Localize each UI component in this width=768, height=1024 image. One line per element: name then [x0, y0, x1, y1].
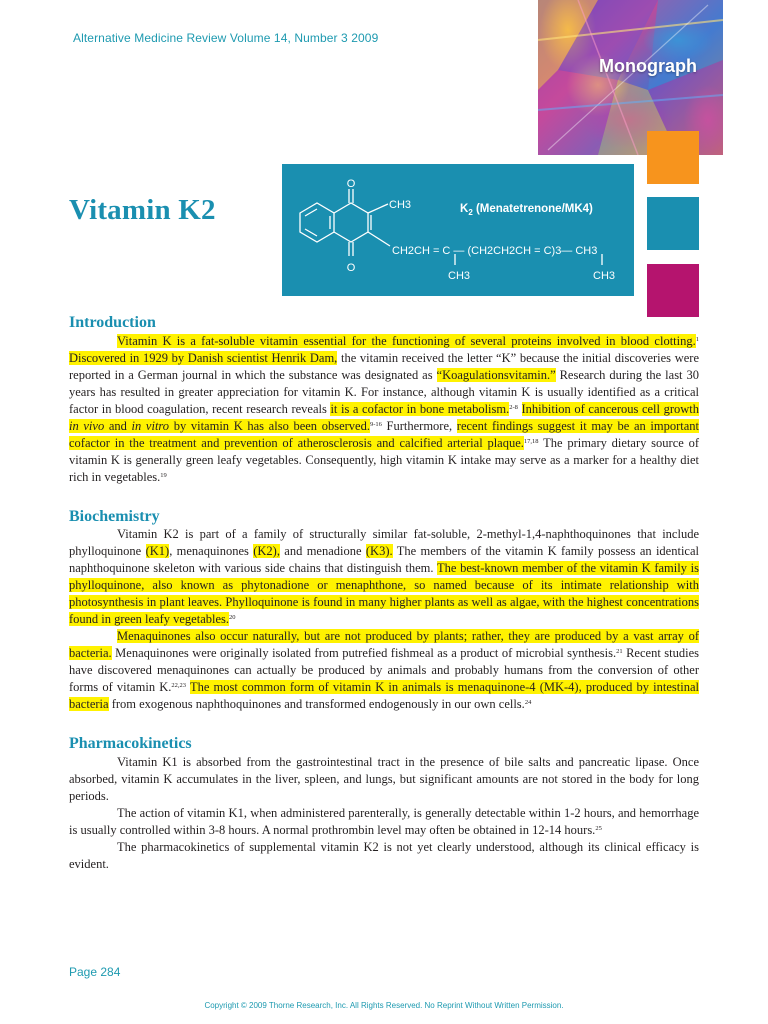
- citation-reference: 20: [229, 614, 236, 621]
- citation-reference: 21: [616, 648, 623, 655]
- methyl-left-label: CH3: [448, 270, 471, 282]
- methyl-group-label: CH3: [389, 199, 412, 211]
- citation-reference: 25: [595, 825, 602, 832]
- oxygen-bottom-label: O: [346, 262, 356, 274]
- pharmacokinetics-body: [69, 754, 699, 873]
- highlighted-text: recent findings suggest it may be an important cofactor in the treatment and prevention of atherosclerosis and calcified arterial plaque.: [69, 419, 699, 450]
- citation-reference: 2-8: [509, 404, 518, 411]
- copyright-notice: Copyright © 2009 Thorne Research, Inc. All Rights Reserved. No Reprint Without Written Permission.: [204, 1001, 564, 1010]
- text-run: The members of the vitamin K family possess an identical naphthoquinone skeleton with various side chains that distinguish them.: [69, 544, 699, 575]
- text-run: Menaquinones were originally isolated from putrefied fishmeal as a product of microbial synthesis.: [111, 646, 617, 660]
- introduction-body: [69, 333, 699, 486]
- highlighted-text: Vitamin K is a fat-soluble vitamin essential for the functioning of several proteins involved in blood clotting.: [117, 334, 696, 348]
- pharmacokinetics-heading: Pharmacokinetics: [69, 735, 192, 752]
- methyl-right-label: CH3: [593, 270, 616, 282]
- highlighted-text: The most common form of vitamin K in animals is menaquinone-4 (MK-4), produced by intestinal bacteria: [69, 680, 699, 711]
- highlighted-text: Discovered in 1929 by Danish scientist Henrik Dam,: [69, 351, 338, 365]
- biochemistry-body: [69, 526, 699, 713]
- chemical-structure-figure: [282, 164, 634, 296]
- highlighted-text: (K1): [145, 544, 170, 558]
- section-label: Monograph: [599, 56, 697, 76]
- text-run: from exogenous naphthoquinones and transformed endogenously in our own cells.: [108, 697, 525, 711]
- text-run: The action of vitamin K1, when administered parenterally, is generally detectable within 1-2 hours, and hemorrhage is usually controlled within 3-8 hours. A normal prothrombin level may often be obtained in 12-14 hours.: [69, 806, 699, 837]
- text-run: Recent studies have discovered menaquinones can actually be produced by animals and probably humans from the conversion of other forms of vitamin K.: [69, 646, 699, 694]
- text-run: , menaquinones: [169, 544, 254, 558]
- citation-reference: 17,18: [523, 438, 539, 445]
- text-run: and menadione: [279, 544, 366, 558]
- side-chain-label: CH2CH = C — (CH2CH2CH = C)3— CH3: [392, 245, 598, 257]
- highlighted-text: by vitamin K has also been observed.: [169, 419, 370, 433]
- citation-reference: 19: [160, 472, 167, 479]
- pharmacokinetics-paragraph-1: [69, 754, 699, 805]
- citation-reference: 1: [695, 336, 699, 343]
- highlighted-text: Menaquinones also occur naturally, but are not produced by plants; rather, they are produced by a vast array of bacteria.: [69, 629, 699, 660]
- text-run: Furthermore,: [381, 419, 457, 433]
- highlighted-text: and: [104, 419, 132, 433]
- text-run: The pharmacokinetics of supplemental vitamin K2 is not yet clearly understood, although its clinical efficacy is evident.: [69, 840, 699, 871]
- color-swatch-magenta: [647, 264, 699, 317]
- highlighted-text: “Koagulationsvitamin.”: [436, 368, 556, 382]
- text-run: the vitamin received the letter “K” because the initial discoveries were reported in a German journal in which the substance was designated as: [69, 351, 699, 382]
- pharmacokinetics-paragraph-2: [69, 805, 699, 839]
- journal-header: Alternative Medicine Review Volume 14, Number 3 2009: [73, 31, 379, 45]
- structure-caption: $K_2$ (Menatetrenone/MK4): [460, 203, 593, 217]
- text-run: Research during the last 30 years has resulted in greater appreciation for vitamin K. For instance, although vitamin K is usually identified as a critical factor in blood coagulation, recent research reveals: [69, 368, 699, 416]
- color-swatch-teal: [647, 197, 699, 250]
- text-run: The primary dietary source of vitamin K is generally green leafy vegetables. Consequently, high vitamin K intake may serve as a marker for a healthy diet rich in vegetables.: [69, 436, 699, 484]
- citation-reference: 22,23: [171, 682, 186, 689]
- highlighted-text: Inhibition of cancerous cell growth: [521, 402, 699, 416]
- highlighted-text: The best-known member of the vitamin K family is phylloquinone, also known as phytonadione or menaphthone, so named because of its intimate relationship with photosynthesis in plant leaves. Phylloquinone is found in many higher plants as well as algae, with the highest concentrations found in green leafy vegetables.: [69, 561, 699, 626]
- text-run: Vitamin K1 is absorbed from the gastrointestinal tract in the presence of bile salts and pancreatic lipase. Once absorbed, vitamin K accumulates in the liver, spleen, and lungs, but significant amounts are not stored in the body for long periods.: [69, 755, 699, 803]
- oxygen-top-label: O: [346, 178, 356, 190]
- introduction-heading: Introduction: [69, 314, 156, 331]
- highlighted-text: (K3).: [365, 544, 393, 558]
- highlighted-text: in vitro: [131, 419, 170, 433]
- citation-reference: 9-16: [369, 421, 382, 428]
- biochemistry-heading: Biochemistry: [69, 508, 160, 525]
- biochemistry-paragraph-1: [69, 526, 699, 628]
- page-number: Page 284: [69, 965, 121, 979]
- citation-reference: 24: [524, 699, 532, 706]
- highlighted-text: (K2),: [253, 544, 280, 558]
- highlighted-text: in vivo: [69, 419, 105, 433]
- introduction-paragraph: [69, 333, 699, 486]
- color-swatch-orange: [647, 131, 699, 184]
- article-title: Vitamin K2: [69, 194, 216, 226]
- text-run: Vitamin K2 is part of a family of structurally similar fat-soluble, 2-methyl-1,4-naphthoquinones that include phylloquinone: [69, 527, 699, 558]
- pharmacokinetics-paragraph-3: [69, 839, 699, 873]
- biochemistry-paragraph-2: [69, 628, 699, 713]
- highlighted-text: it is a cofactor in bone metabolism.: [330, 402, 510, 416]
- text-run: [518, 402, 522, 416]
